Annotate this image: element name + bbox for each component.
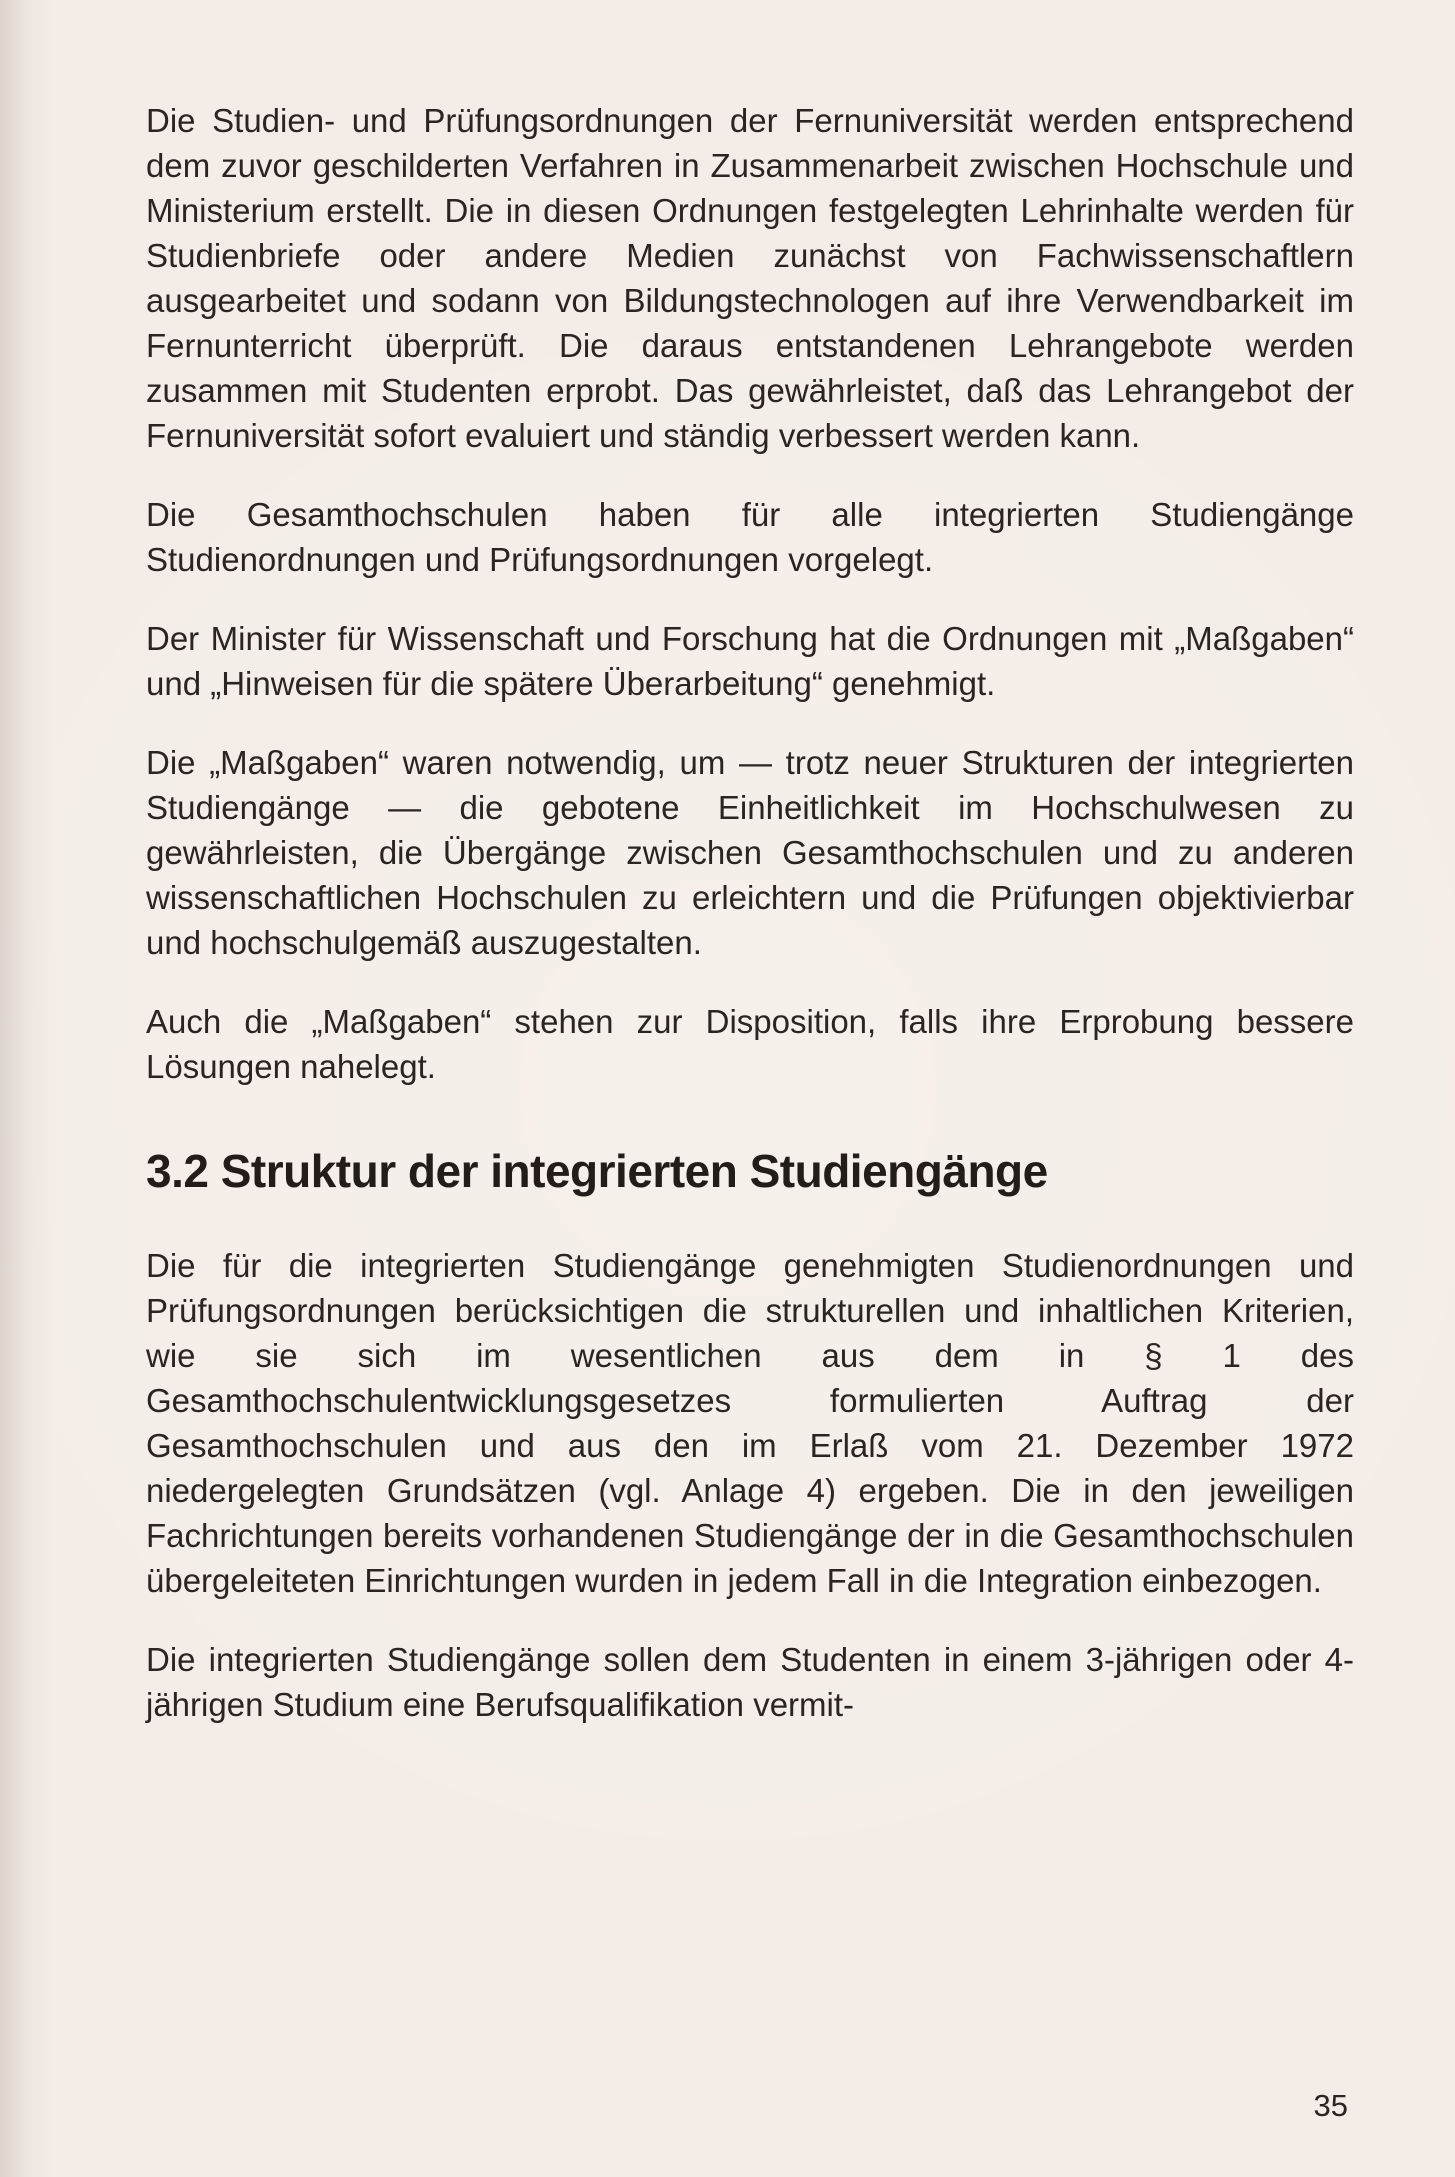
section-heading: 3.2 Struktur der integrierten Studiengänge [146, 1145, 1048, 1197]
paragraph-professional-qualification: Die integrierten Studiengänge sollen dem Studenten in einem 3-jährigen oder 4-jährigen Studium eine Berufsqualifikation vermit- [146, 1641, 1354, 1723]
page-content [146, 98, 1354, 1761]
paragraph-minister-approval: Der Minister für Wissenschaft und Forschung hat die Ordnungen mit „Maßgaben“ und „Hinweisen für die spätere Überarbeitung“ genehmigt. [146, 620, 1354, 702]
paragraph-study-regulations: Die Studien- und Prüfungsordnungen der Fernuniversität werden entsprechend dem zuvor geschilderten Verfahren in Zusammenarbeit zwischen Hochschule und Ministerium erstellt. Die in diesen Ordnungen festgelegten Lehrinhalte werden für Studienbriefe oder andere Medien zunächst von Fachwissenschaftlern ausgearbeitet und sodann von Bildungstechnologen auf ihre Verwendbarkeit im Fernunterricht überprüft. Die daraus entstandenen Lehrangebote werden zusammen mit Studenten erprobt. Das gewährleistet, daß das Lehrangebot der Fernuniversität sofort evaluiert und ständig verbessert werden kann. [146, 102, 1354, 454]
paragraph-massgaben-disposition: Auch die „Maßgaben“ stehen zur Disposition, falls ihre Erprobung bessere Lösungen nahelegt. [146, 1003, 1354, 1085]
paragraph-gesamthochschulen: Die Gesamthochschulen haben für alle integrierten Studiengänge Studienordnungen und Prüfungsordnungen vorgelegt. [146, 496, 1354, 578]
paragraph-massgaben-necessity: Die „Maßgaben“ waren notwendig, um — trotz neuer Strukturen der integrierten Studiengänge — die gebotene Einheitlichkeit im Hochschulwesen zu gewährleisten, die Übergänge zwischen Gesamthochschulen und zu anderen wissenschaftlichen Hochschulen zu erleichtern und die Prüfungen objektivierbar und hochschulgemäß auszugestalten. [146, 744, 1354, 961]
page-number: 35 [1313, 2088, 1348, 2123]
book-spine-shadow [0, 0, 55, 2177]
paragraph-structure-criteria: Die für die integrierten Studiengänge genehmigten Studienordnungen und Prüfungsordnungen berücksichtigen die strukturellen und inhaltlichen Kriterien, wie sie sich im wesentlichen aus dem in § 1 des Gesamthochschulentwicklungsgesetzes formulierten Auftrag der Gesamthochschulen und aus den im Erlaß vom 21. Dezember 1972 niedergelegten Grundsätzen (vgl. Anlage 4) ergeben. Die in den jeweiligen Fachrichtungen bereits vorhandenen Studiengänge der in die Gesamthochschulen übergeleiteten Einrichtungen wurden in jedem Fall in die Integration einbezogen. [146, 1247, 1354, 1599]
